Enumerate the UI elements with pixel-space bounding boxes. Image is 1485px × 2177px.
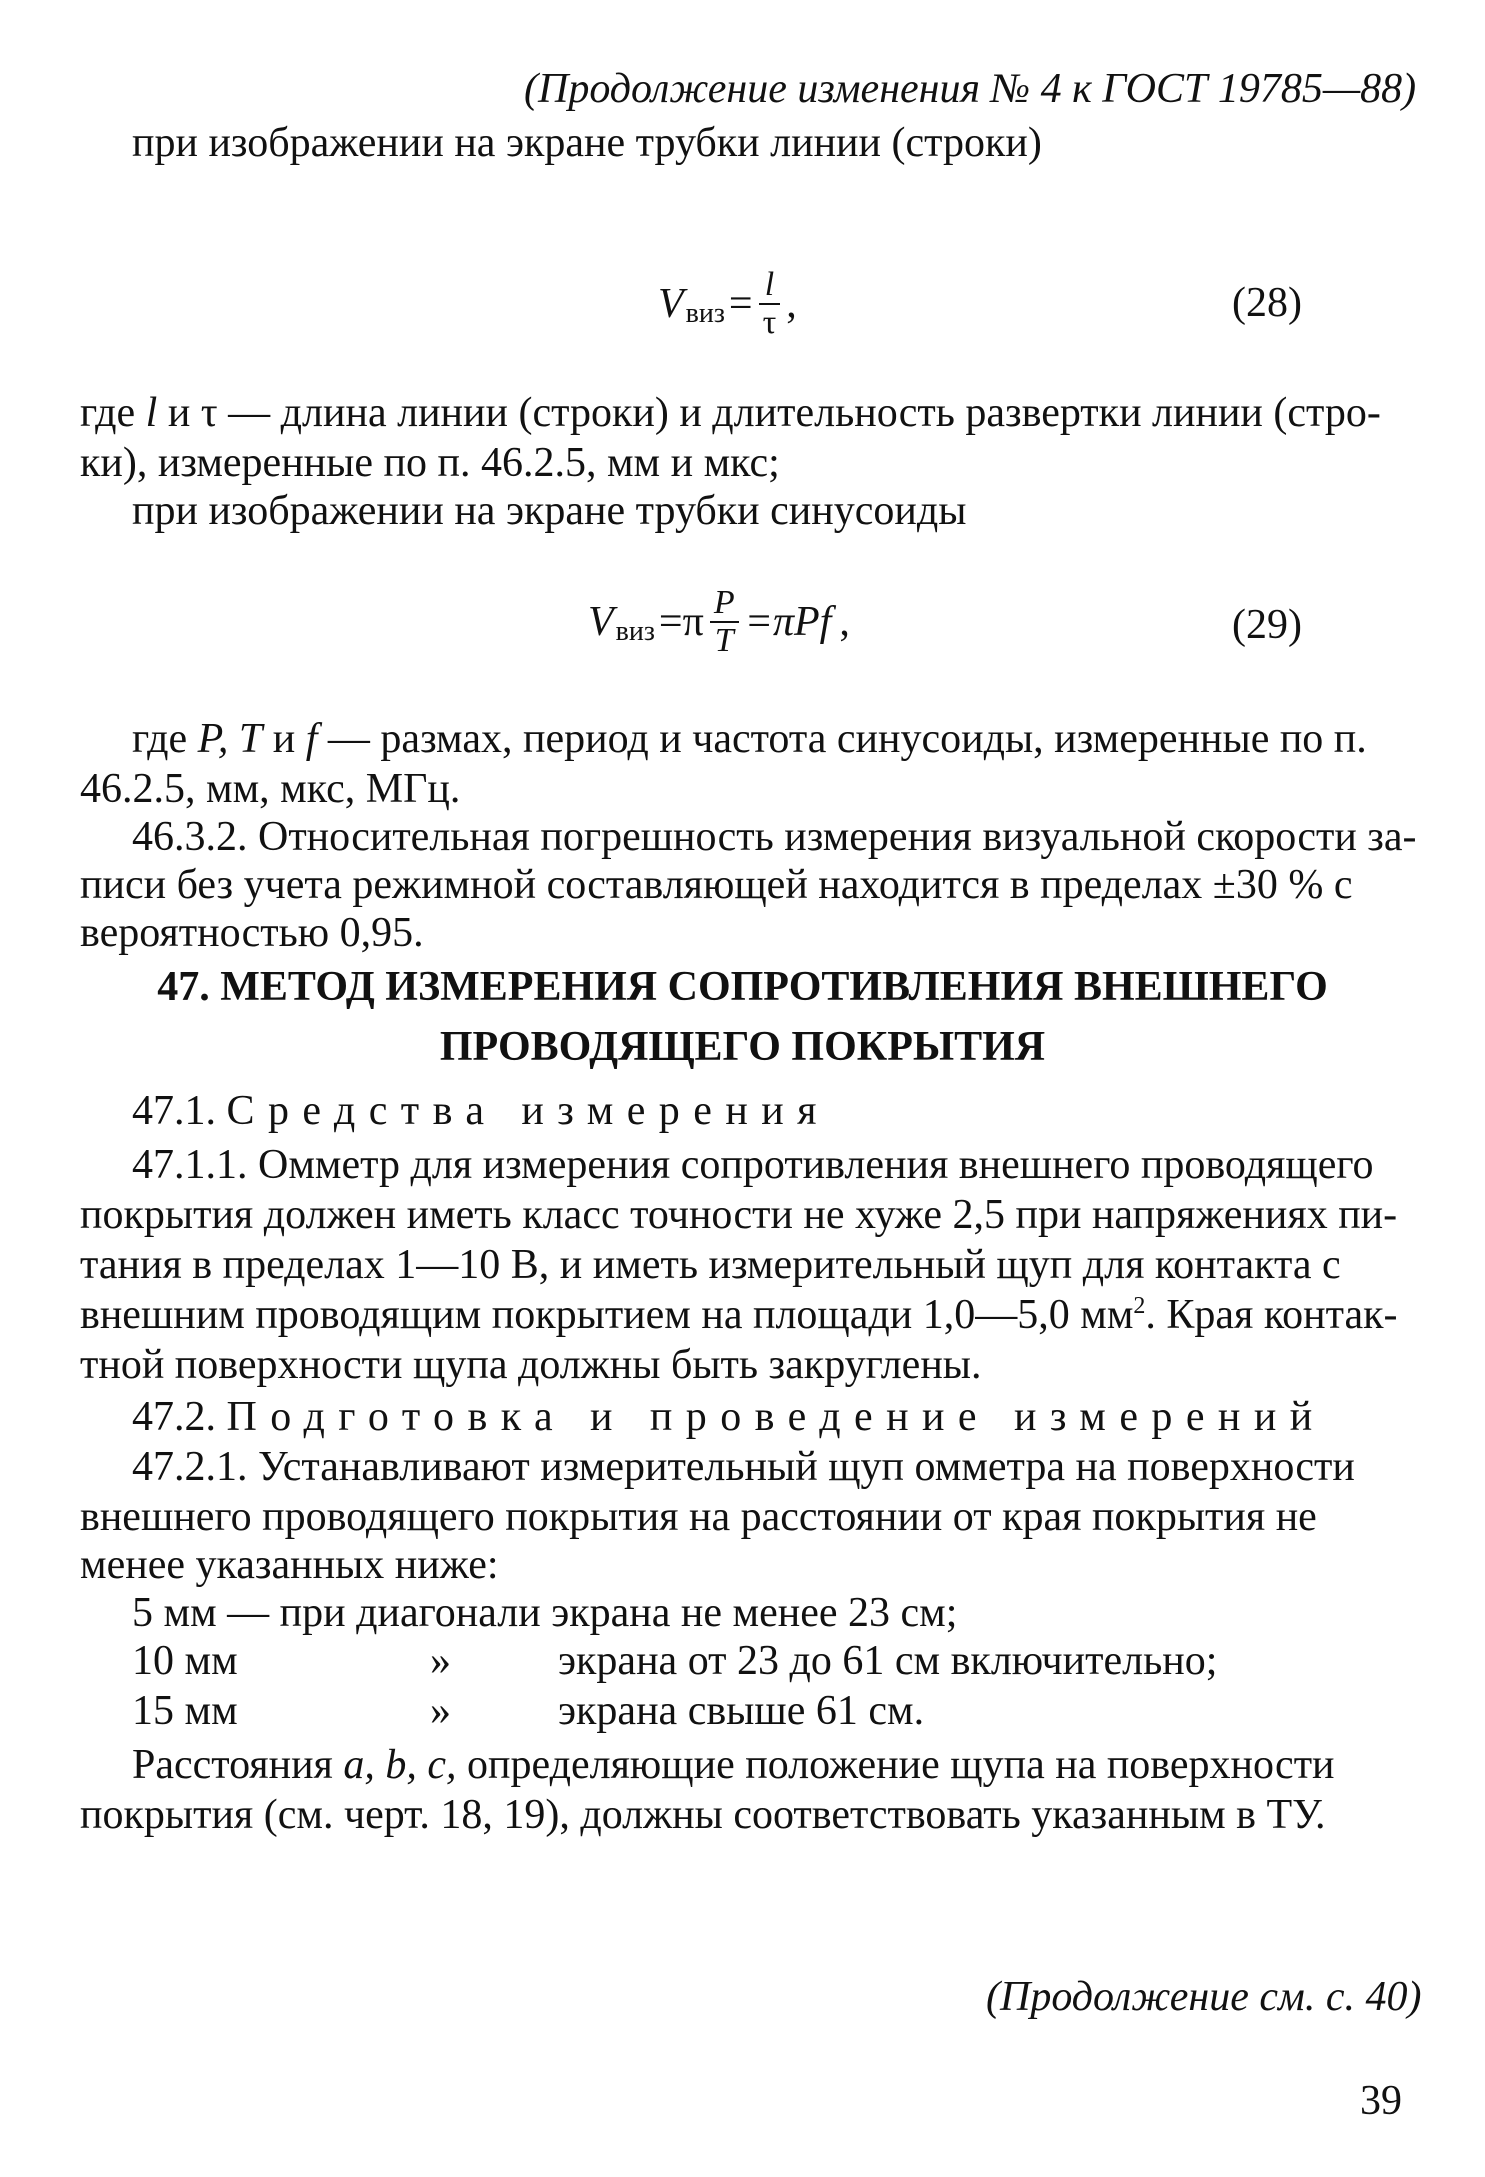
text-line: 46.3.2. Относительная погрешность измерения визуальной скорости за- <box>132 814 1417 860</box>
text-line: внешнего проводящего покрытия на расстоянии от края покрытия не <box>80 1494 1317 1540</box>
formula-28-lhs-subscript: виз <box>685 298 725 329</box>
continuation-note: (Продолжение см. с. 40) <box>986 1974 1422 2020</box>
formula-29-equals-pi: =π <box>658 599 704 645</box>
formula-28-numerator: l <box>764 266 775 303</box>
text-line: Расстояния a, b, c, определяющие положение щупа на поверхности <box>132 1742 1335 1788</box>
text-line: тания в пределах 1—10 В, и иметь измерительный щуп для контакта с <box>80 1242 1341 1288</box>
text-line: при изображении на экране трубки синусоиды <box>132 488 967 534</box>
formula-29-numerator: P <box>713 584 735 621</box>
formula-28-equals: = <box>728 281 753 327</box>
formula-29-fraction <box>710 586 739 658</box>
formula-29 <box>588 586 850 658</box>
text-line: покрытия (см. черт. 18, 19), должны соответствовать указанным в ТУ. <box>80 1792 1326 1838</box>
text-line: где P, T и f — размах, период и частота синусоиды, измеренные по п. <box>132 716 1367 762</box>
subsection-title: 47.1. Средства измерения <box>132 1088 830 1134</box>
text-line: писи без учета режимной составляющей находится в пределах ±30 % с <box>80 862 1353 908</box>
list-row-size: 10 мм <box>132 1638 238 1684</box>
list-row: 5 мм — при диагонали экрана не менее 23 см; <box>132 1590 958 1636</box>
list-row-text: экрана от 23 до 61 см включительно; <box>558 1638 1218 1684</box>
ditto-mark: » <box>430 1688 451 1734</box>
text-line: покрытия должен иметь класс точности не хуже 2,5 при напряжениях пи- <box>80 1192 1398 1238</box>
equation-number-29: (29) <box>1232 602 1302 648</box>
text-line: где l и τ — длина линии (строки) и длительность развертки линии (стро- <box>80 390 1381 436</box>
formula-29-lhs-subscript: виз <box>615 616 655 647</box>
section-heading: 47. МЕТОД ИЗМЕРЕНИЯ СОПРОТИВЛЕНИЯ ВНЕШНЕГО <box>157 964 1328 1010</box>
text-line: 47.2.1. Устанавливают измерительный щуп омметра на поверхности <box>132 1444 1355 1490</box>
text-line: тной поверхности щупа должны быть закруглены. <box>80 1342 982 1388</box>
section-heading-cont: ПРОВОДЯЩЕГО ПОКРЫТИЯ <box>439 1024 1046 1070</box>
ditto-mark: » <box>430 1638 451 1684</box>
text-line: ки), измеренные по п. 46.2.5, мм и мкс; <box>80 440 780 486</box>
list-row-size: 15 мм <box>132 1688 238 1734</box>
equation-number-28: (28) <box>1232 280 1302 326</box>
formula-28-comma: , <box>786 281 797 327</box>
formula-28-lhs: V <box>658 281 684 327</box>
list-row-text: экрана свыше 61 см. <box>558 1688 925 1734</box>
text-line: менее указанных ниже: <box>80 1542 499 1588</box>
formula-28-fraction <box>759 268 781 340</box>
text-line: 47.1.1. Омметр для измерения сопротивления внешнего проводящего <box>132 1142 1374 1188</box>
subsection-title: 47.2. Подготовка и проведение измерений <box>132 1394 1326 1440</box>
text-line: 46.2.5, мм, мкс, МГц. <box>80 766 461 812</box>
text-line: вероятностью 0,95. <box>80 910 424 956</box>
running-header: (Продолжение изменения № 4 к ГОСТ 19785—88) <box>524 66 1417 112</box>
formula-29-rhs: =πPf <box>744 599 832 645</box>
formula-28-denominator: τ <box>762 304 777 341</box>
formula-29-denominator: T <box>714 622 734 659</box>
formula-28 <box>658 268 797 340</box>
text-line: внешним проводящим покрытием на площади 1,0—5,0 $мм^2$. Края контак- <box>80 1292 1398 1338</box>
page-number: 39 <box>1360 2078 1402 2124</box>
formula-29-lhs: V <box>588 599 614 645</box>
formula-29-comma: , <box>839 599 850 645</box>
text-line: при изображении на экране трубки линии (строки) <box>132 120 1042 166</box>
